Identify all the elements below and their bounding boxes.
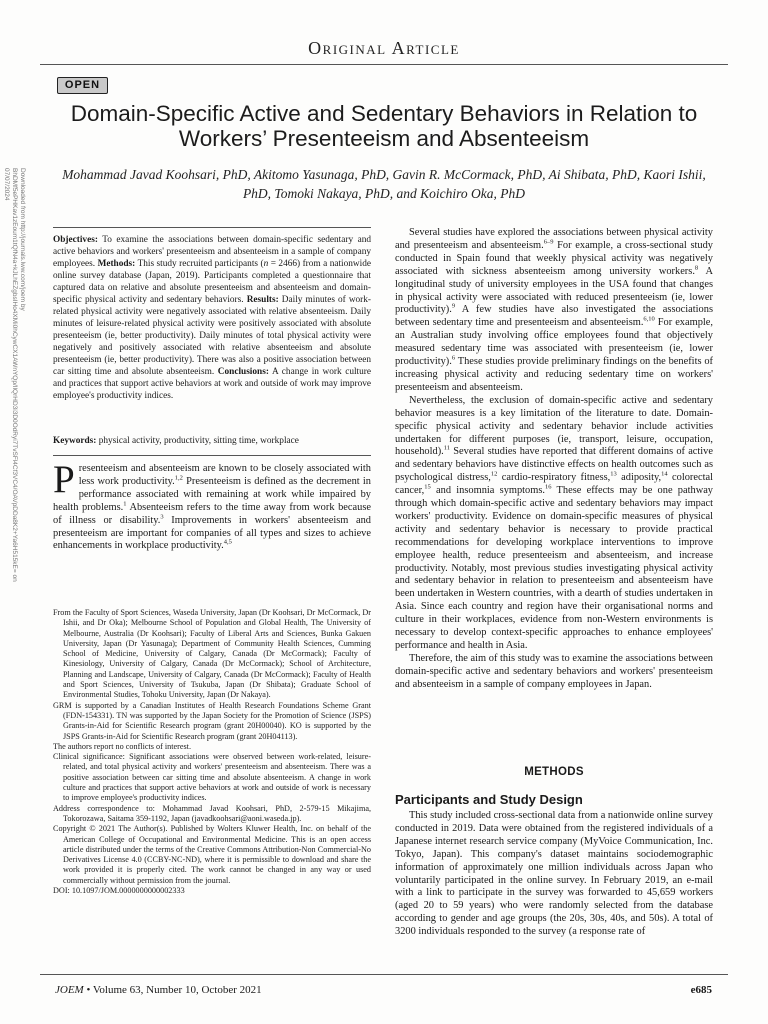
drop-cap: P	[53, 458, 75, 501]
objectives-text: To examine the associations between domain-specific sedentary and active behaviors and workers' presenteeism and absenteeism in a sample of company employees.	[53, 235, 372, 269]
affiliations-note: From the Faculty of Sport Sciences, Waseda University, Japan (Dr Koohsari, Dr McCormack, Dr Ishii, and Dr Oka); Melbourne School of Population and Global Health, The University of Melbourne, Australia (Dr Koohsari); Faculty of Liberal Arts and Sciences, Bunka Gakuen University, Japan (Dr Yasunaga); Department of Community Health Sciences, Cumming School of Medicine, University of Calgary, Canada (Dr McCormack); Faculty of Kinesiology, University of Calgary, Canada (Dr McCormack); School of Architecture, Planning and Landscape, University of Calgary, Canada (Dr McCormack); Faculty of Health and Sport Sciences, University of Tsukuba, Japan (Dr Shibata); Graduate School of Environmental Studies, Tohoku University, Japan (Dr Nakaya).	[53, 608, 371, 700]
citation-ref: 6	[451, 354, 456, 362]
citation-ref: 8	[694, 264, 699, 272]
citation-ref: 6–9	[543, 238, 554, 246]
article-title: Domain-Specific Active and Sedentary Behaviors in Relation to Workers’ Presenteeism and Absenteeism	[70, 101, 698, 151]
citation-ref: 1	[123, 500, 127, 508]
citation-ref: 15	[424, 483, 431, 491]
copyright-note: Copyright © 2021 The Author(s). Published by Wolters Kluwer Health, Inc. on behalf of the American College of Occupational and Environmental Medicine. This is an open access article distributed under the terms of the Creative Commons Attribution-Non Commercial-No Derivatives License 4.0 (CCBY-NC-ND), where it is permissible to download and share the work provided it is properly cited. The work cannot be changed in any way or used commercially without permission from the journal.	[53, 824, 371, 885]
download-watermark: Downloaded from http://journals.lww.com/joem by BhDMf5ePHKav1zEoum1tQfN4a+kJLhEZgbsIHo4XMi0hCywCX1AWnYQp/IlQrHD3i3D0OdRyi7TvSFl4Cf3VC4/OAVpDDa8K2+Ya6H515kE= on 07/07/2024	[3, 168, 26, 582]
keywords	[53, 435, 371, 447]
body-paragraph-3: Therefore, the aim of this study was to examine the associations between domain-specific active and sedentary behaviors and workers' presenteeism and absenteeism in a sample of company employees in Japan.	[395, 652, 713, 690]
header-rule	[40, 64, 728, 65]
author-list: Mohammad Javad Koohsari, PhD, Akitomo Yasunaga, PhD, Gavin R. McCormack, PhD, Ai Shibata, PhD, Kaori Ishii, PhD, Tomoki Nakaya, PhD, and Koichiro Oka, PhD	[62, 167, 706, 201]
citation-ref: 9	[451, 302, 456, 310]
citation-ref: 16	[544, 483, 552, 491]
sample-size-symbol: n	[263, 259, 269, 269]
citation-ref: 12	[490, 470, 498, 478]
journal-name: JOEM	[55, 984, 84, 996]
results-text: Daily minutes of work-related physical activity were negatively associated with relative absenteeism. Daily minutes of leisure-related physical activity were positively associated with absolute presenteeism (ie, better productivity). Daily minutes of total physical activity were negatively and positively associated with relative absenteeism and absolute presenteeism (ie, better productivity). There was also a positive association between car sitting time and absolute absenteeism.	[53, 295, 372, 377]
methods-text-2: = 2466) from a nationwide online survey database (Japan, 2019). Participants completed a questionnaire that captured data on relative and absolute presenteeism and absenteeism and domain-specific physical activity and sedentary behaviors.	[53, 259, 372, 305]
clinical-significance-note: Clinical significance: Significant associations were observed between work-related, leisure-related, and total physical activity and workers' presenteeism and absenteeism. There was a positive association between car sitting time and absolute absenteeism. A change in work culture and practices that support active behaviors at work and outside of work is necessary to improve employee's productivity indices.	[53, 752, 371, 803]
footer-bullet: •	[86, 984, 91, 996]
front-matter-notes	[53, 608, 371, 896]
right-column-body	[395, 227, 713, 692]
citation-ref: 3	[160, 513, 164, 521]
conclusions-text: A change in work culture and practices that support active behaviors at work and outside of work may improve employee's productivity indices.	[53, 367, 372, 401]
abstract-body	[53, 234, 371, 402]
methods-heading: METHODS	[524, 766, 584, 778]
citation-ref: 1,2	[174, 474, 183, 482]
objectives-label: Objectives:	[53, 235, 98, 245]
body-paragraph-1: Several studies have explored the associations between physical activity and presenteeism and absenteeism.$^{6-9}$ For example, a cross-sectional study conducted in Spain found that weekly physical activity was negatively associated with sickness absenteeism among university workers.$^8$ A longitudinal study of university employees in the USA found that changes in physical activity were associated with reduced presenteeism (ie, lower productivity).$^9$ A few studies have also investigated the associations between sedentary time and presenteeism and absenteeism.$^{6,10}$ For example, an Australian study involving office employees found that objectively measured sedentary time was associated with presenteeism (ie, lower productivity).$^6$ These studies provide preliminary findings on the benefits of increasing physical activity and reducing sedentary time on workers' presenteeism and absenteeism.	[395, 227, 714, 393]
methods-body	[395, 810, 713, 939]
section-type: Original Article	[308, 38, 460, 58]
citation-ref: 4,5	[223, 538, 232, 546]
abstract-bottom-rule	[53, 455, 371, 456]
doi-link[interactable]: DOI: 10.1097/JOM.0000000000002333	[53, 886, 185, 896]
funding-note: GRM is supported by a Canadian Institutes of Health Research Foundations Scheme Grant (FDN-154331). TN was supported by the Japan Society for the Promotion of Science (JSPS) Grants-in-Aid for Scientific Research program (grant 20H00040). KO is supported by the JSPS Grants-in-Aid for Scientific Research program (grant 20H04113).	[53, 700, 371, 741]
body-paragraph-4: This study included cross-sectional data from a nationwide online survey conducted in 2019. Data were obtained from the registered individuals of a Japanese internet research service company (MyVoice Communication, Inc. Tokyo, Japan). This company's dataset maintains sociodemographic information of approximately one million individuals across Japan who voluntarily participated in the online survey. In February 2019, an e-mail with a link to participate in the survey was forwarded to 45,659 workers (aged 20 to 59 years) who were randomly selected from the database according to gender and age groups (the 20s, 30s, 40s, and 50s). A total of 3200 individuals responded to the survey (a response rate of	[395, 810, 713, 938]
citation-ref: 13	[610, 470, 617, 478]
results-label: Results:	[246, 295, 279, 305]
footer-rule	[40, 974, 728, 975]
participants-subheading: Participants and Study Design	[395, 792, 583, 807]
intro-section	[53, 458, 371, 553]
keywords-text: physical activity, productivity, sitting time, workplace	[98, 436, 299, 446]
citation-ref: 11	[443, 444, 451, 452]
keywords-label: Keywords:	[53, 436, 97, 446]
page-number: e685	[690, 984, 712, 996]
correspondence-note: Address correspondence to: Mohammad Javad Koohsari, PhD, 2-579-15 Mikajima, Tokorozawa, Saitama 359-1192, Japan (javadkoohsari@aoni.waseda.jp).	[53, 803, 371, 823]
body-paragraph-2: Nevertheless, the exclusion of domain-specific active and sedentary behavior measures is a key limitation of the literature to date. Domain-specific physical activity and sedentary behavior include activities undertaken for different purposes (ie, transport, leisure, occupation, household).$^{11}$ Several studies have reported that different domains of active and sedentary behaviors have distinctive effects on health outcomes such as psychological distress,$^{12}$ cardio-respiratory fitness,$^{13}$ adiposity,$^{14}$ colorectal cancer,$^{15}$ and insomnia symptoms.$^{16}$ These effects may be one pathway through which domain-specific active and sedentary behaviors may impact workers' productivity. Evidence on domain-specific measures of physical activity and sedentary behavior is necessary to provide practical recommendations for developing workplace interventions to improve employee health, reduce presenteeism and absenteeism, and increase productivity. Notably, most previous studies investigating physical activity and sedentary behavior in relation to presenteeism and absenteeism have been undertaken in Western countries, with a dearth of studies undertaken in Asia. Since each country and region have their organisational norms and culture in their workplaces, evidence from non-Western environments is necessary to develop context-specific approaches to enhance employees' performance and health in Asia.	[395, 394, 714, 651]
open-access-badge: OPEN	[57, 77, 108, 94]
conflicts-note: The authors report no conflicts of interest.	[53, 741, 192, 751]
citation-ref: 14	[661, 470, 668, 478]
methods-text-1: This study recruited participants (	[137, 259, 264, 269]
intro-paragraph-1: Presenteeism and absenteeism are known to be closely associated with less work productivity.$^{1,2}$ Presenteeism is defined as the decrement in performance associated with remaining at work while impaired by health problems.$^1$ Absenteeism refers to the time away from work because of illness or disability.$^3$ Improvements in workers' absenteeism and presenteeism are important for companies of all types and sizes to achieve enhancements in workplace productivity.$^{4,5}$	[53, 458, 371, 552]
volume-info: Volume 63, Number 10, October 2021	[92, 984, 262, 996]
citation-ref: 6,10	[643, 315, 655, 323]
journal-footer	[55, 984, 262, 996]
abstract	[53, 234, 371, 402]
abstract-top-rule	[53, 227, 371, 228]
methods-label: Methods:	[97, 259, 136, 269]
conclusions-label: Conclusions:	[217, 367, 269, 377]
